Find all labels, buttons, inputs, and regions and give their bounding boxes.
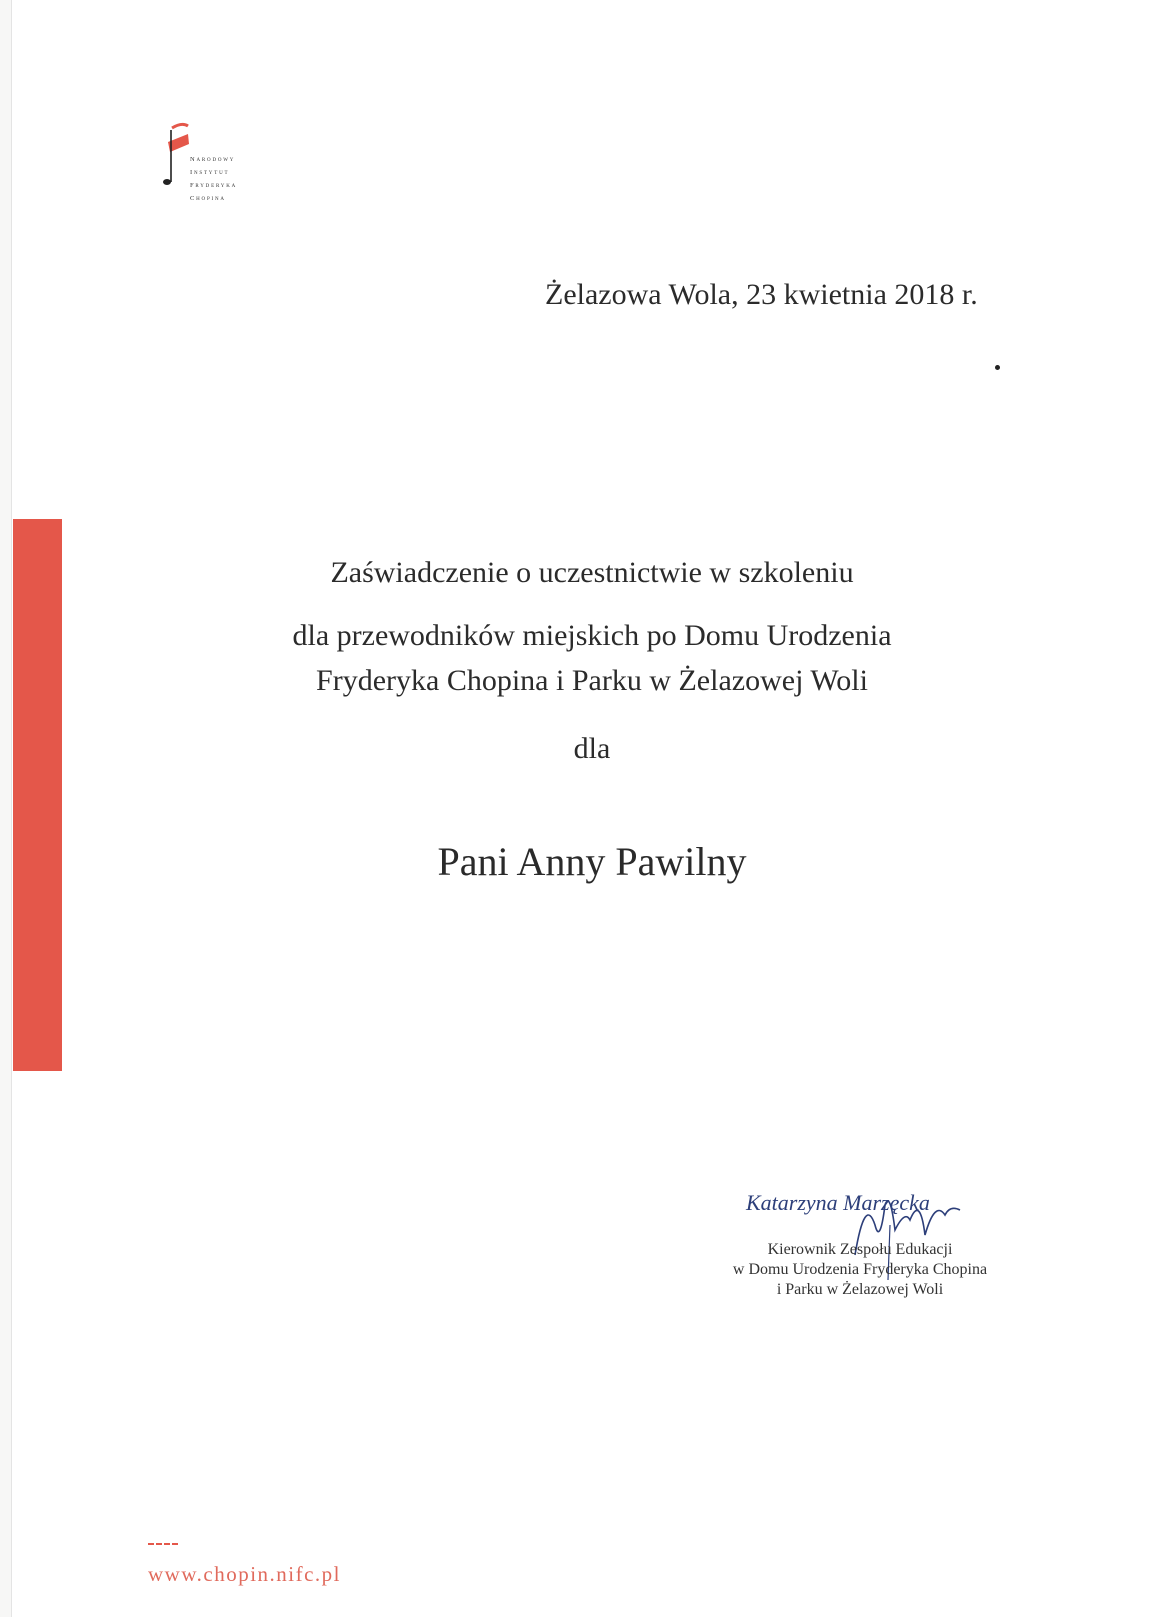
logo-line: Instytut	[190, 169, 230, 176]
logo-line: Fryderyka	[190, 182, 238, 189]
certificate-title: Zaświadczenie o uczestnictwie w szkoleniu	[330, 556, 854, 589]
nifc-logo	[162, 120, 272, 220]
document-page	[12, 0, 1176, 1617]
logo-text	[190, 153, 237, 205]
music-note-logo-icon	[162, 120, 192, 190]
signatory-role	[690, 1240, 1030, 1300]
for-word: dla	[573, 732, 611, 765]
footer-dashes	[148, 1543, 178, 1545]
ink-dot	[995, 365, 1000, 370]
logo-line: Chopina	[190, 195, 226, 202]
role-line: i Parku w Żelazowej Woli	[776, 1281, 944, 1298]
date-line: Żelazowa Wola, 23 kwietnia 2018 r.	[545, 278, 978, 311]
role-line: Kierownik Zespołu Edukacji	[767, 1241, 953, 1258]
certificate-subtitle-line1: dla przewodników miejskich po Domu Urodzenia	[292, 619, 892, 652]
footer-url: www.chopin.nifc.pl	[148, 1562, 342, 1586]
red-accent-bar	[13, 519, 62, 1071]
role-line: w Domu Urodzenia Fryderyka Chopina	[732, 1261, 988, 1278]
signatory-name: Katarzyna Marzęcka	[746, 1190, 930, 1215]
logo-line: Narodowy	[190, 156, 236, 163]
certificate-subtitle-line2: Fryderyka Chopina i Parku w Żelazowej Woli	[316, 664, 868, 697]
recipient-name: Pani Anny Pawilny	[437, 839, 747, 884]
